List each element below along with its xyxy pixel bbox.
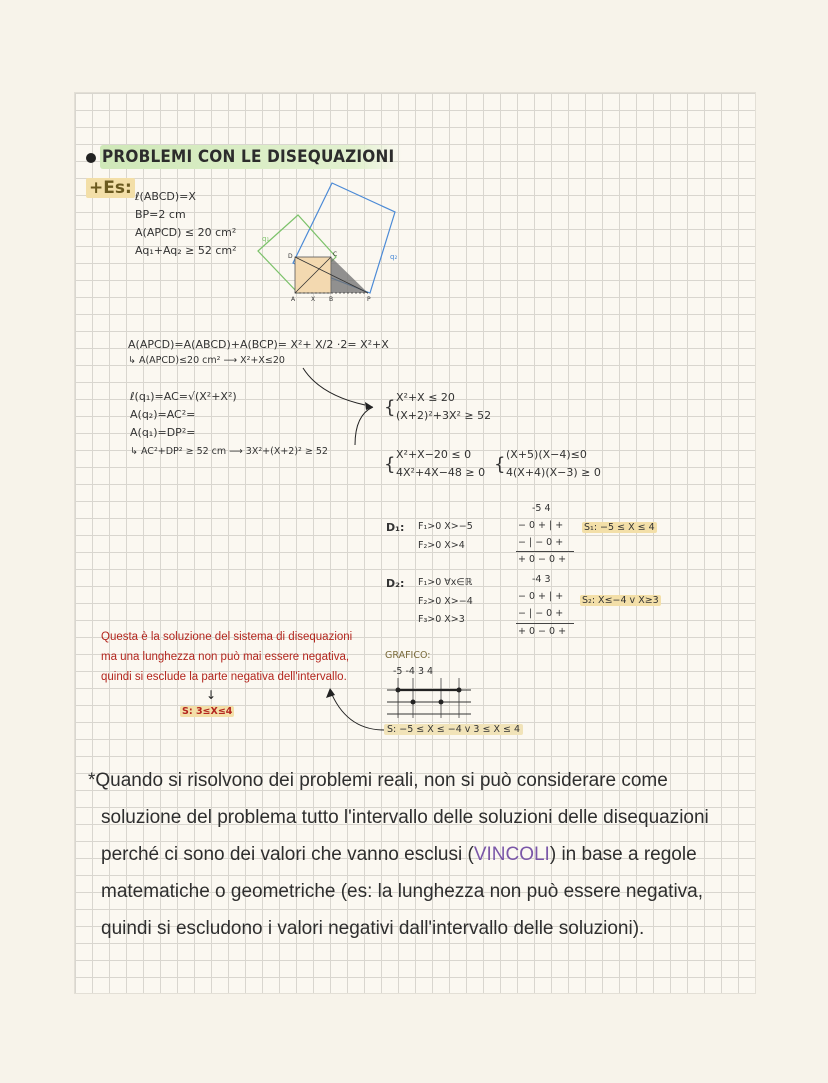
- d2-table-row1: − 0 + | +: [518, 591, 564, 602]
- d1-table-row3: + 0 − 0 +: [518, 554, 567, 565]
- d2-line2: F₂>0 X>−4: [418, 596, 473, 607]
- conclusion-line-3: [101, 836, 697, 873]
- d2-table-row2: − | − 0 +: [518, 608, 564, 619]
- work-line-4: A(q₂)=AC²=: [130, 408, 196, 421]
- conclusion-line-4: matematiche o geometriche (es: la lunghezza non può essere negativa,: [101, 881, 704, 902]
- note-line-2: ma una lunghezza non può mai essere negativa,: [101, 651, 350, 663]
- section-title: PROBLEMI CON LE DISEQUAZIONI: [100, 145, 402, 169]
- arrow-bottom: [355, 407, 373, 445]
- d2-label: D₂:: [386, 577, 405, 590]
- down-arrow-icon: ↓: [206, 688, 217, 702]
- point: [457, 688, 462, 693]
- label-a: A: [291, 296, 296, 303]
- work-line-5: A(q₁)=DP²=: [130, 426, 196, 439]
- d1-table-head: -5 4: [532, 503, 551, 514]
- system1-line1: X²+X ≤ 20: [396, 391, 455, 404]
- geometry-figure: [250, 175, 400, 305]
- work-line-2: ↳ A(APCD)≤20 cm² ⟶ X²+X≤20: [128, 355, 285, 366]
- d2-line1: F₁>0 ∀x∈ℝ: [418, 577, 473, 588]
- system2-line2: 4X²+4X−48 ≥ 0: [396, 466, 486, 479]
- example-label: +Es:: [86, 178, 135, 198]
- label-q2: q₂: [390, 253, 398, 261]
- d2-solution: S₂: X≤−4 v X≥3: [582, 595, 659, 606]
- arrow-path: [330, 690, 384, 730]
- note-solution: S: 3≤X≤4: [182, 706, 233, 717]
- point: [439, 700, 444, 705]
- d2-table-row3: + 0 − 0 +: [518, 626, 567, 637]
- conclusion-line-1: *Quando si risolvono dei problemi reali, non si può considerare come: [88, 770, 668, 791]
- given-3: A(APCD) ≤ 20 cm²: [135, 226, 237, 239]
- label-d: D: [288, 253, 293, 260]
- given-2: BP=2 cm: [135, 208, 186, 221]
- label-x: X: [311, 296, 316, 303]
- bullet-icon: [86, 153, 96, 163]
- note-line-3: quindi si esclude la parte negativa dell'intervallo.: [101, 671, 347, 683]
- brace-1: {: [384, 397, 396, 418]
- d1-line2: F₂>0 X>4: [418, 540, 465, 551]
- d1-solution: S₁: −5 ≤ X ≤ 4: [584, 522, 655, 533]
- d2-table-rule: [516, 623, 574, 624]
- triangle-bcp: [331, 257, 368, 293]
- conclusion-line-5: quindi si escludono i valori negativi dall'intervallo delle soluzioni).: [101, 918, 645, 939]
- brace-3: {: [494, 454, 506, 475]
- work-line-6: ↳ AC²+DP² ≥ 52 cm ⟶ 3X²+(X+2)² ≥ 52: [130, 446, 328, 457]
- grafico-ticks: -5 -4 3 4: [393, 666, 434, 677]
- d1-table-rule: [516, 551, 574, 552]
- final-solution: S: −5 ≤ X ≤ −4 v 3 ≤ X ≤ 4: [384, 724, 523, 735]
- vincoli-keyword: VINCOLI: [473, 844, 550, 865]
- d1-line1: F₁>0 X>−5: [418, 521, 473, 532]
- d1-table-row2: − | − 0 +: [518, 537, 564, 548]
- sign-graph: [383, 676, 475, 720]
- system3-line2: 4(X+4)(X−3) ≥ 0: [506, 466, 601, 479]
- system2-line1: X²+X−20 ≤ 0: [396, 448, 472, 461]
- label-p: P: [367, 296, 371, 303]
- system3-line1: (X+5)(X−4)≤0: [506, 448, 587, 461]
- arrow-head: [326, 688, 335, 698]
- point: [411, 700, 416, 705]
- conclusion-line-2: soluzione del problema tutto l'intervallo delle soluzioni delle disequazioni: [101, 807, 709, 828]
- note-line-1: Questa è la soluzione del sistema di disequazioni: [101, 631, 353, 643]
- work-line-1: A(APCD)=A(ABCD)+A(BCP)= X²+ X/2 ·2= X²+X: [128, 338, 389, 351]
- given-4: Aq₁+Aq₂ ≥ 52 cm²: [135, 244, 237, 257]
- d1-label: D₁:: [386, 521, 405, 534]
- label-c: C: [333, 251, 338, 258]
- conclusion-line-3a: perché ci sono dei valori che vanno esclusi (: [101, 844, 474, 865]
- curved-arrow: [322, 684, 390, 736]
- brace-2: {: [384, 454, 396, 475]
- point: [396, 688, 401, 693]
- given-1: ℓ(ABCD)=X: [135, 190, 196, 203]
- arrow-top: [303, 368, 365, 405]
- work-line-3: ℓ(q₁)=AC=√(X²+X²): [130, 390, 237, 403]
- d1-table-row1: − 0 + | +: [518, 520, 564, 531]
- label-q1: q₁: [262, 235, 270, 243]
- d2-line3: F₃>0 X>3: [418, 614, 465, 625]
- label-b: B: [329, 296, 334, 303]
- grafico-label: GRAFICO:: [385, 650, 431, 661]
- system1-line2: (X+2)²+3X² ≥ 52: [396, 409, 492, 422]
- arrows: [295, 360, 390, 450]
- d2-table-head: -4 3: [532, 574, 551, 585]
- conclusion-line-3b: ) in base a regole: [549, 844, 697, 865]
